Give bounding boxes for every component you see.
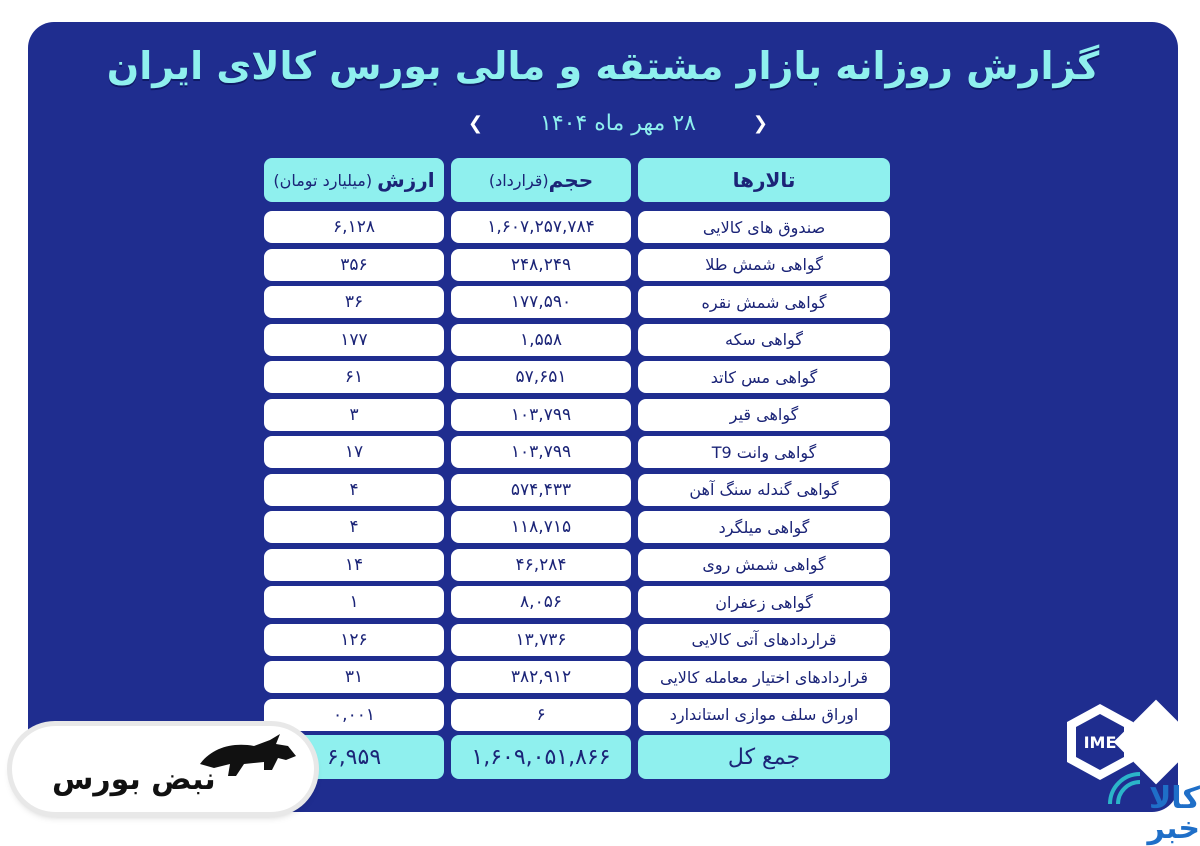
table-row xyxy=(28,624,1178,656)
row-name-cell: گواهی مس کاتد xyxy=(638,361,890,393)
row-value-cell: ۱ xyxy=(264,586,444,618)
table-row xyxy=(28,249,1178,281)
total-volume: ۱,۶۰۹,۰۵۱,۸۶۶ xyxy=(451,735,631,779)
total-label: جمع کل xyxy=(638,735,890,779)
row-volume-cell: ۴۶,۲۸۴ xyxy=(451,549,631,581)
chevron-left-icon: ❮ xyxy=(468,112,484,134)
row-volume-cell: ۱۷۷,۵۹۰ xyxy=(451,286,631,318)
row-volume-cell: ۱,۵۵۸ xyxy=(451,324,631,356)
row-name-cell: صندوق های کالایی xyxy=(638,211,890,243)
row-volume-cell: ۸,۰۵۶ xyxy=(451,586,631,618)
row-name-cell: گواهی وانت T9 xyxy=(638,436,890,468)
total-value: ۶,۹۵۹ xyxy=(264,735,444,779)
row-value-cell: ۳ xyxy=(264,399,444,431)
ime-logo-text: IME xyxy=(1083,733,1117,752)
table-row xyxy=(28,586,1178,618)
row-name-cell: گواهی میلگرد xyxy=(638,511,890,543)
row-value-cell: ۶,۱۲۸ xyxy=(264,211,444,243)
row-name-cell: گواهی زعفران xyxy=(638,586,890,618)
header-volume-label: حجم xyxy=(548,168,594,192)
date-row xyxy=(468,108,768,138)
table-row xyxy=(28,549,1178,581)
header-name-label: تالارها xyxy=(732,168,796,192)
table-row xyxy=(28,511,1178,543)
report-date: ۲۸ مهر ماه ۱۴۰۴ xyxy=(540,110,696,136)
row-volume-cell: ۳۸۲,۹۱۲ xyxy=(451,661,631,693)
table-row xyxy=(28,361,1178,393)
row-volume-cell: ۲۴۸,۲۴۹ xyxy=(451,249,631,281)
table-row xyxy=(28,324,1178,356)
row-volume-cell: ۱,۶۰۷,۲۵۷,۷۸۴ xyxy=(451,211,631,243)
row-value-cell: ۱۴ xyxy=(264,549,444,581)
row-volume-cell: ۵۷,۶۵۱ xyxy=(451,361,631,393)
table-row xyxy=(28,399,1178,431)
row-volume-cell: ۱۰۳,۷۹۹ xyxy=(451,436,631,468)
row-name-cell: قراردادهای آتی کالایی xyxy=(638,624,890,656)
row-volume-cell: ۱۳,۷۳۶ xyxy=(451,624,631,656)
header-name xyxy=(638,158,890,202)
header-value-unit: (میلیارد تومان) xyxy=(273,170,373,190)
table-row xyxy=(28,474,1178,506)
row-name-cell: گواهی قیر xyxy=(638,399,890,431)
row-value-cell: ۰,۰۰۱ xyxy=(264,699,444,731)
chevron-right-icon: ❯ xyxy=(752,112,768,134)
nabz-bourse-logo xyxy=(12,726,314,812)
header-volume xyxy=(451,158,631,202)
table-row xyxy=(28,661,1178,693)
row-name-cell: اوراق سلف موازی استاندارد xyxy=(638,699,890,731)
report-panel xyxy=(28,22,1178,812)
row-value-cell: ۱۷۷ xyxy=(264,324,444,356)
row-name-cell: گواهی سکه xyxy=(638,324,890,356)
badge-text: نبض بورس xyxy=(52,762,216,797)
header-volume-unit: (قرارداد) xyxy=(488,170,549,190)
report-title: گزارش روزانه بازار مشتقه و مالی بورس کالای ایران xyxy=(106,44,1100,88)
row-name-cell: گواهی گندله سنگ آهن xyxy=(638,474,890,506)
header-value xyxy=(264,158,444,202)
row-value-cell: ۱۷ xyxy=(264,436,444,468)
row-volume-cell: ۱۰۳,۷۹۹ xyxy=(451,399,631,431)
row-value-cell: ۴ xyxy=(264,511,444,543)
row-name-cell: گواهی شمش روی xyxy=(638,549,890,581)
row-value-cell: ۳۶ xyxy=(264,286,444,318)
row-value-cell: ۳۱ xyxy=(264,661,444,693)
row-volume-cell: ۶ xyxy=(451,699,631,731)
row-name-cell: قراردادهای اختیار معامله کالایی xyxy=(638,661,890,693)
row-volume-cell: ۵۷۴,۴۳۳ xyxy=(451,474,631,506)
table-row xyxy=(28,286,1178,318)
row-name-cell: گواهی شمش طلا xyxy=(638,249,890,281)
corner-logo-text: کالا خبر xyxy=(1147,781,1200,846)
row-value-cell: ۴ xyxy=(264,474,444,506)
row-name-cell: گواهی شمش نقره xyxy=(638,286,890,318)
row-volume-cell: ۱۱۸,۷۱۵ xyxy=(451,511,631,543)
row-value-cell: ۱۲۶ xyxy=(264,624,444,656)
row-value-cell: ۳۵۶ xyxy=(264,249,444,281)
header-value-label: ارزش xyxy=(377,168,435,192)
table-row xyxy=(28,436,1178,468)
row-value-cell: ۶۱ xyxy=(264,361,444,393)
table-row xyxy=(28,211,1178,243)
